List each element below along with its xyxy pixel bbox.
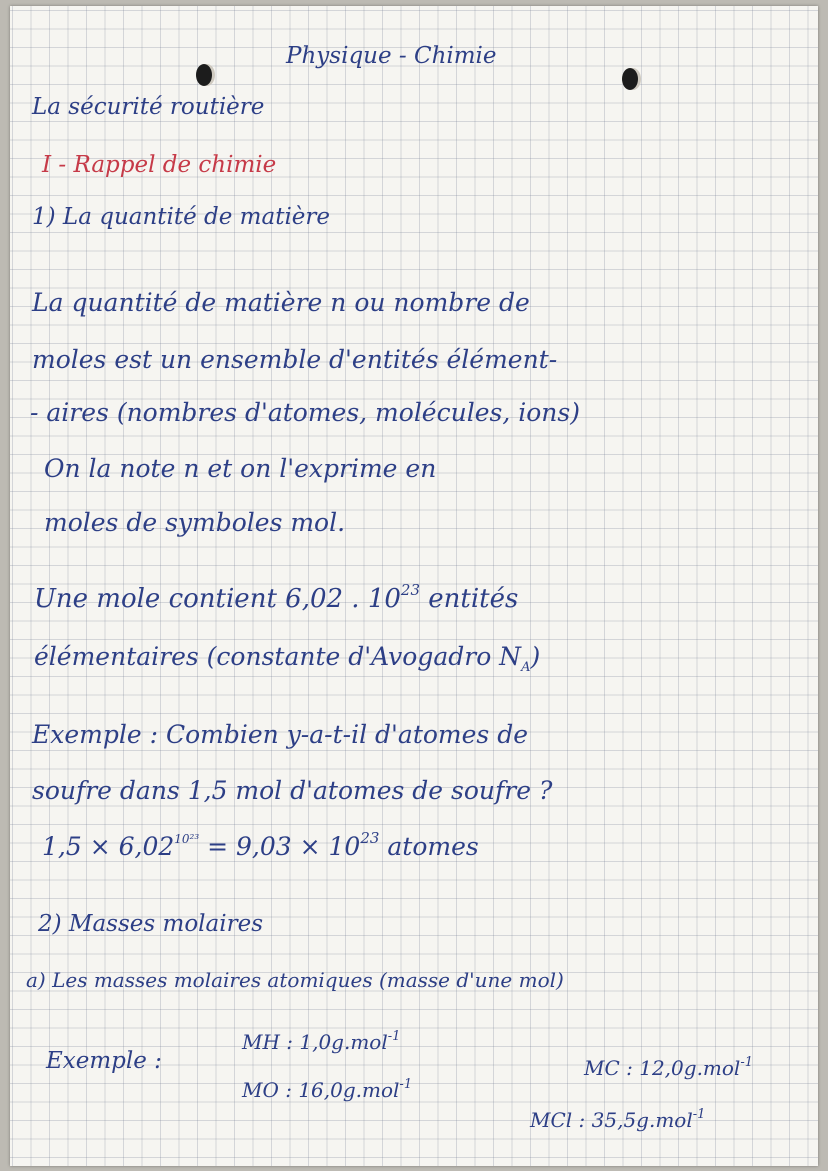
binder-hole-left <box>196 64 212 86</box>
molar-mass-o <box>242 1078 412 1102</box>
exponent: -1 <box>387 1029 401 1044</box>
example-label: Exemple : <box>46 1048 162 1074</box>
example-question-line-2: soufre dans 1,5 mol d'atomes de soufre ? <box>32 776 553 805</box>
closing-paren: ) <box>530 642 541 671</box>
exponent: -1 <box>740 1055 753 1070</box>
paragraph-line: - aires (nombres d'atomes, molécules, ions) <box>30 398 580 427</box>
avogadro-text: Une mole contient 6,02 . 10 <box>34 584 401 614</box>
molar-mass-c <box>584 1056 753 1080</box>
molar-mass-text: MCl : 35,5g.mol <box>530 1108 693 1132</box>
exponent: -1 <box>692 1107 706 1122</box>
molar-mass-cl <box>530 1108 705 1132</box>
molar-mass-text: MO : 16,0g.mol <box>242 1078 400 1102</box>
calc-left-exponent: 10²³ <box>174 832 200 846</box>
subsection-heading-2: 2) Masses molaires <box>38 911 264 937</box>
example-calculation <box>42 829 479 861</box>
topic-title: La sécurité routière <box>32 94 265 120</box>
paragraph-line: moles est un ensemble d'entités élément- <box>32 345 558 374</box>
subscript: A <box>521 660 531 675</box>
example-question-line-1: Exemple : Combien y-a-t-il d'atomes de <box>32 720 528 749</box>
avogadro-text: élémentaires (constante d'Avogadro N <box>34 642 522 671</box>
calc-result: = 9,03 × 10 <box>207 832 361 861</box>
exponent: 23 <box>360 829 380 847</box>
avogadro-line-2 <box>34 642 541 675</box>
notebook-page <box>10 6 818 1166</box>
avogadro-text-end: entités <box>428 584 519 614</box>
paragraph-line: moles de symboles mol. <box>44 508 346 537</box>
molar-mass-text: MC : 12,0g.mol <box>584 1056 741 1080</box>
paragraph-line: On la note n et on l'exprime en <box>44 454 437 483</box>
exponent: -1 <box>399 1077 413 1092</box>
exponent: 23 <box>400 581 421 599</box>
subsection-heading-2a: a) Les masses molaires atomiques (masse d'une mol) <box>26 968 564 992</box>
avogadro-line-1 <box>34 581 519 614</box>
molar-mass-text: MH : 1,0g.mol <box>242 1030 388 1054</box>
page-title: Physique - Chimie <box>286 43 497 69</box>
molar-mass-h <box>242 1030 400 1054</box>
paragraph-line: La quantité de matière n ou nombre de <box>32 288 530 317</box>
subsection-heading-1: 1) La quantité de matière <box>32 204 331 230</box>
section-heading: I - Rappel de chimie <box>42 152 277 178</box>
binder-hole-right <box>622 68 638 90</box>
calc-unit: atomes <box>387 832 479 861</box>
calc-left: 1,5 × 6,02 <box>42 832 175 861</box>
